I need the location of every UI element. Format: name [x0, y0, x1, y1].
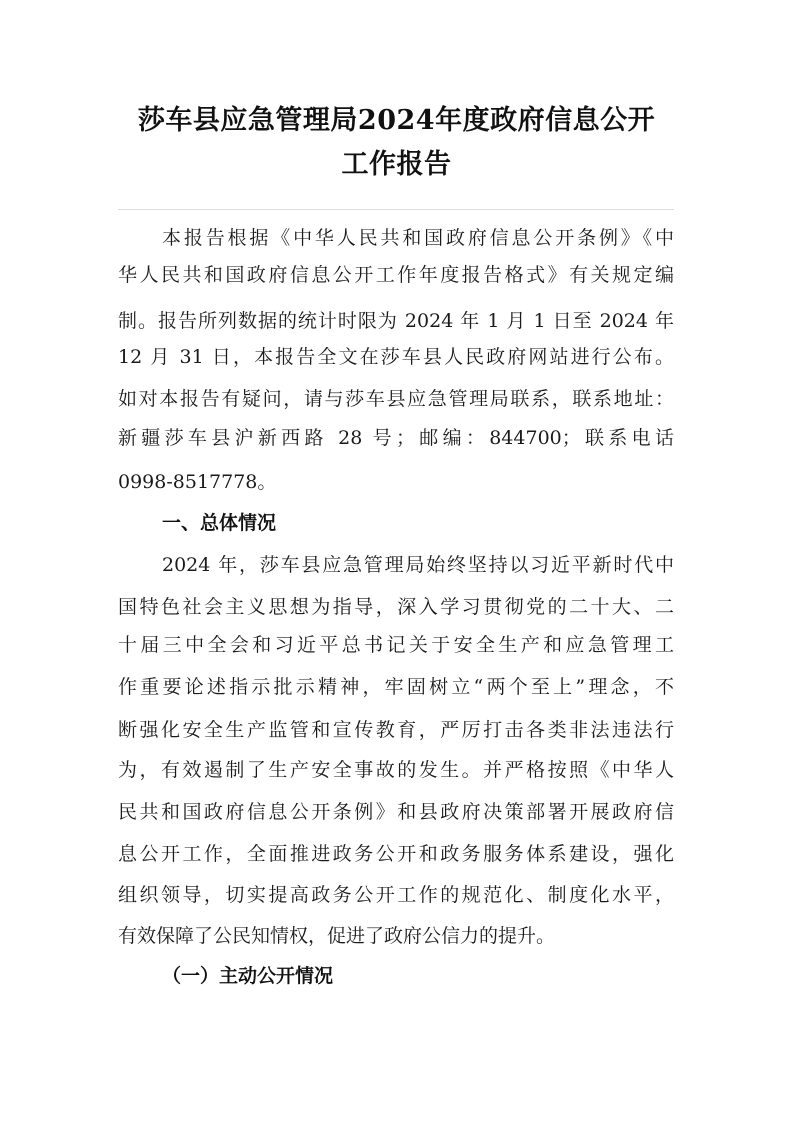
overview-line: 息公开工作，全面推进政务公开和政务服务体系建设，强化	[118, 843, 674, 865]
subsection-heading-proactive-disclosure: （一）主动公开情况	[162, 965, 334, 987]
title-divider	[118, 209, 674, 210]
report-title-line-1: 莎车县应急管理局2024年度政府信息公开	[137, 105, 656, 136]
intro-line: 制。报告所列数据的统计时限为 2024 年 1 月 1 日至 2024 年	[118, 310, 674, 332]
intro-line: 华人民共和国政府信息公开工作年度报告格式》有关规定编	[118, 264, 674, 286]
intro-line: 如对本报告有疑问，请与莎车县应急管理局联系，联系地址：	[118, 388, 674, 410]
overview-line: 十届三中全会和习近平总书记关于安全生产和应急管理工	[118, 634, 674, 656]
overview-line: 有效保障了公民知情权，促进了政府公信力的提升。	[118, 925, 556, 947]
intro-line: 12 月 31 日，本报告全文在莎车县人民政府网站进行公布。	[118, 346, 674, 368]
overview-line: 组织领导，切实提高政务公开工作的规范化、制度化水平，	[118, 884, 674, 906]
overview-line: 国特色社会主义思想为指导，深入学习贯彻党的二十大、二	[118, 596, 674, 618]
overview-line: 为，有效遏制了生产安全事故的发生。并严格按照《中华人	[118, 759, 674, 781]
section-heading-overview: 一、总体情况	[162, 512, 277, 534]
report-title-line-2: 工作报告	[341, 149, 452, 180]
overview-line: 民共和国政府信息公开条例》和县政府决策部署开展政府信	[118, 801, 674, 823]
overview-line: 断强化安全生产监管和宣传教育，严厉打击各类非法违法行	[118, 719, 674, 741]
intro-line: 新疆莎车县沪新西路 28 号；邮编：844700；联系电话	[118, 427, 674, 449]
intro-line: 本报告根据《中华人民共和国政府信息公开条例》《中	[162, 227, 674, 249]
overview-line: 2024 年，莎车县应急管理局始终坚持以习近平新时代中	[162, 554, 674, 576]
intro-line: 0998-8517778。	[118, 471, 277, 493]
overview-line: 作重要论述指示批示精神，牢固树立“两个至上”理念，不	[118, 676, 674, 698]
